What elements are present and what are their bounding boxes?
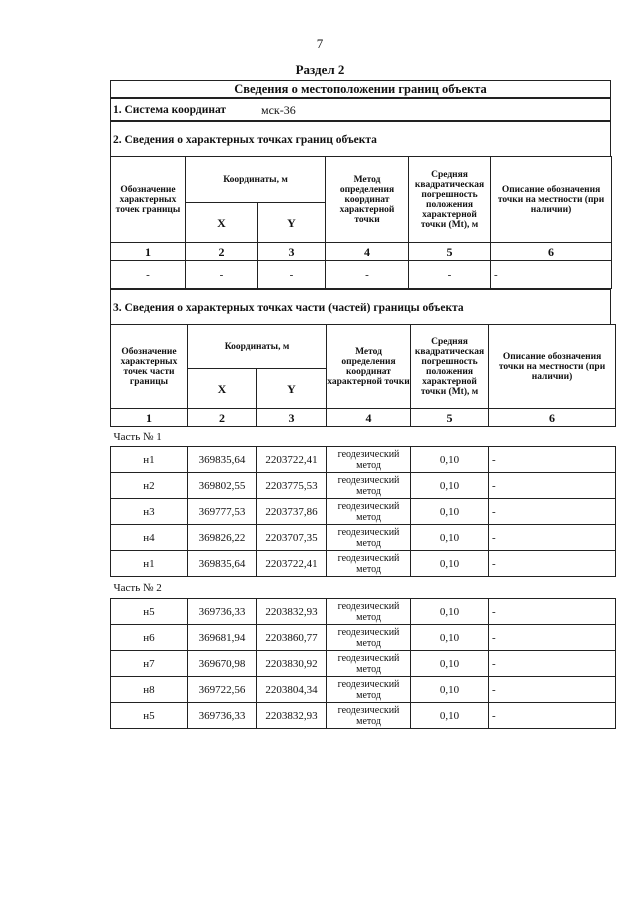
column-number: 3 bbox=[258, 243, 326, 261]
mt-value: 0,10 bbox=[411, 551, 489, 577]
section2-title: 2. Сведения о характерных точках границ объекта bbox=[110, 121, 611, 157]
description: - bbox=[489, 551, 616, 577]
header-y: Y bbox=[257, 369, 327, 409]
header-x: X bbox=[188, 369, 257, 409]
part-label: Часть № 1 bbox=[111, 427, 616, 447]
point-name: н5 bbox=[111, 599, 188, 625]
column-number: 6 bbox=[489, 409, 616, 427]
description: - bbox=[489, 473, 616, 499]
mt-value: 0,10 bbox=[411, 525, 489, 551]
header-coordinates: Координаты, м bbox=[188, 325, 327, 369]
coord-y: 2203775,53 bbox=[257, 473, 327, 499]
coord-x: 369722,56 bbox=[188, 677, 257, 703]
mt-value: 0,10 bbox=[411, 677, 489, 703]
header-method: Метод определения координат характерной точки bbox=[327, 325, 411, 409]
header-point-label: Обозначение характерных точек границы bbox=[111, 157, 186, 243]
column-number: 3 bbox=[257, 409, 327, 427]
point-name: н5 bbox=[111, 703, 188, 729]
description: - bbox=[489, 499, 616, 525]
column-number: 4 bbox=[326, 243, 409, 261]
table-cell: - bbox=[111, 261, 186, 289]
coord-y: 2203860,77 bbox=[257, 625, 327, 651]
method: геодезический метод bbox=[327, 625, 411, 651]
page-number: 7 bbox=[316, 36, 324, 51]
column-number: 4 bbox=[327, 409, 411, 427]
description: - bbox=[489, 625, 616, 651]
description: - bbox=[489, 651, 616, 677]
header-error: Средняя квадратическая погрешность положения характерной точки (Mt), м bbox=[411, 325, 489, 409]
coordinate-system-value: мск-36 bbox=[261, 103, 296, 117]
mt-value: 0,10 bbox=[411, 473, 489, 499]
coord-x: 369835,64 bbox=[188, 551, 257, 577]
mt-value: 0,10 bbox=[411, 599, 489, 625]
part-points-table bbox=[110, 324, 616, 729]
coord-y: 2203832,93 bbox=[257, 703, 327, 729]
mt-value: 0,10 bbox=[411, 499, 489, 525]
coord-y: 2203722,41 bbox=[257, 447, 327, 473]
coord-y: 2203804,34 bbox=[257, 677, 327, 703]
coord-y: 2203707,35 bbox=[257, 525, 327, 551]
mt-value: 0,10 bbox=[411, 651, 489, 677]
section3-title: 3. Сведения о характерных точках части (частей) границы объекта bbox=[110, 289, 611, 325]
coord-x: 369670,98 bbox=[188, 651, 257, 677]
table-cell: - bbox=[326, 261, 409, 289]
point-name: н3 bbox=[111, 499, 188, 525]
description: - bbox=[489, 447, 616, 473]
part-label: Часть № 2 bbox=[111, 577, 616, 599]
point-name: н2 bbox=[111, 473, 188, 499]
column-number: 5 bbox=[409, 243, 491, 261]
column-number: 1 bbox=[111, 243, 186, 261]
coord-y: 2203737,86 bbox=[257, 499, 327, 525]
header-y: Y bbox=[258, 203, 326, 243]
mt-value: 0,10 bbox=[411, 703, 489, 729]
coord-y: 2203830,92 bbox=[257, 651, 327, 677]
boundary-points-table bbox=[110, 156, 612, 289]
description: - bbox=[489, 677, 616, 703]
table-cell: - bbox=[409, 261, 491, 289]
header-coordinates: Координаты, м bbox=[186, 157, 326, 203]
point-name: н7 bbox=[111, 651, 188, 677]
column-number: 1 bbox=[111, 409, 188, 427]
method: геодезический метод bbox=[327, 499, 411, 525]
point-name: н4 bbox=[111, 525, 188, 551]
mt-value: 0,10 bbox=[411, 625, 489, 651]
method: геодезический метод bbox=[327, 677, 411, 703]
coordinate-system-label: 1. Система координат bbox=[113, 104, 227, 116]
description: - bbox=[489, 525, 616, 551]
point-name: н1 bbox=[111, 551, 188, 577]
coord-x: 369826,22 bbox=[188, 525, 257, 551]
header-x: X bbox=[186, 203, 258, 243]
header-description: Описание обозначения точки на местности (при наличии) bbox=[489, 325, 616, 409]
description: - bbox=[489, 599, 616, 625]
point-name: н6 bbox=[111, 625, 188, 651]
document-header: Сведения о местоположении границ объекта bbox=[110, 80, 611, 98]
method: геодезический метод bbox=[327, 447, 411, 473]
method: геодезический метод bbox=[327, 525, 411, 551]
coord-x: 369736,33 bbox=[188, 703, 257, 729]
coord-x: 369835,64 bbox=[188, 447, 257, 473]
column-number: 6 bbox=[491, 243, 612, 261]
header-error: Средняя квадратическая погрешность положения характерной точки (Mt), м bbox=[409, 157, 491, 243]
method: геодезический метод bbox=[327, 551, 411, 577]
coord-x: 369681,94 bbox=[188, 625, 257, 651]
header-point-label: Обозначение характерных точек части границы bbox=[111, 325, 188, 409]
method: геодезический метод bbox=[327, 703, 411, 729]
section-title: Раздел 2 bbox=[295, 62, 345, 77]
column-number: 5 bbox=[411, 409, 489, 427]
column-number: 2 bbox=[186, 243, 258, 261]
coord-y: 2203722,41 bbox=[257, 551, 327, 577]
table-cell: - bbox=[491, 261, 612, 289]
method: геодезический метод bbox=[327, 599, 411, 625]
point-name: н1 bbox=[111, 447, 188, 473]
coord-x: 369802,55 bbox=[188, 473, 257, 499]
description: - bbox=[489, 703, 616, 729]
table-cell: - bbox=[186, 261, 258, 289]
method: геодезический метод bbox=[327, 473, 411, 499]
coordinate-system-row bbox=[110, 98, 611, 121]
mt-value: 0,10 bbox=[411, 447, 489, 473]
coord-y: 2203832,93 bbox=[257, 599, 327, 625]
point-name: н8 bbox=[111, 677, 188, 703]
header-description: Описание обозначения точки на местности (при наличии) bbox=[491, 157, 612, 243]
method: геодезический метод bbox=[327, 651, 411, 677]
table-cell: - bbox=[258, 261, 326, 289]
column-number: 2 bbox=[188, 409, 257, 427]
coord-x: 369777,53 bbox=[188, 499, 257, 525]
coord-x: 369736,33 bbox=[188, 599, 257, 625]
header-method: Метод определения координат характерной точки bbox=[326, 157, 409, 243]
